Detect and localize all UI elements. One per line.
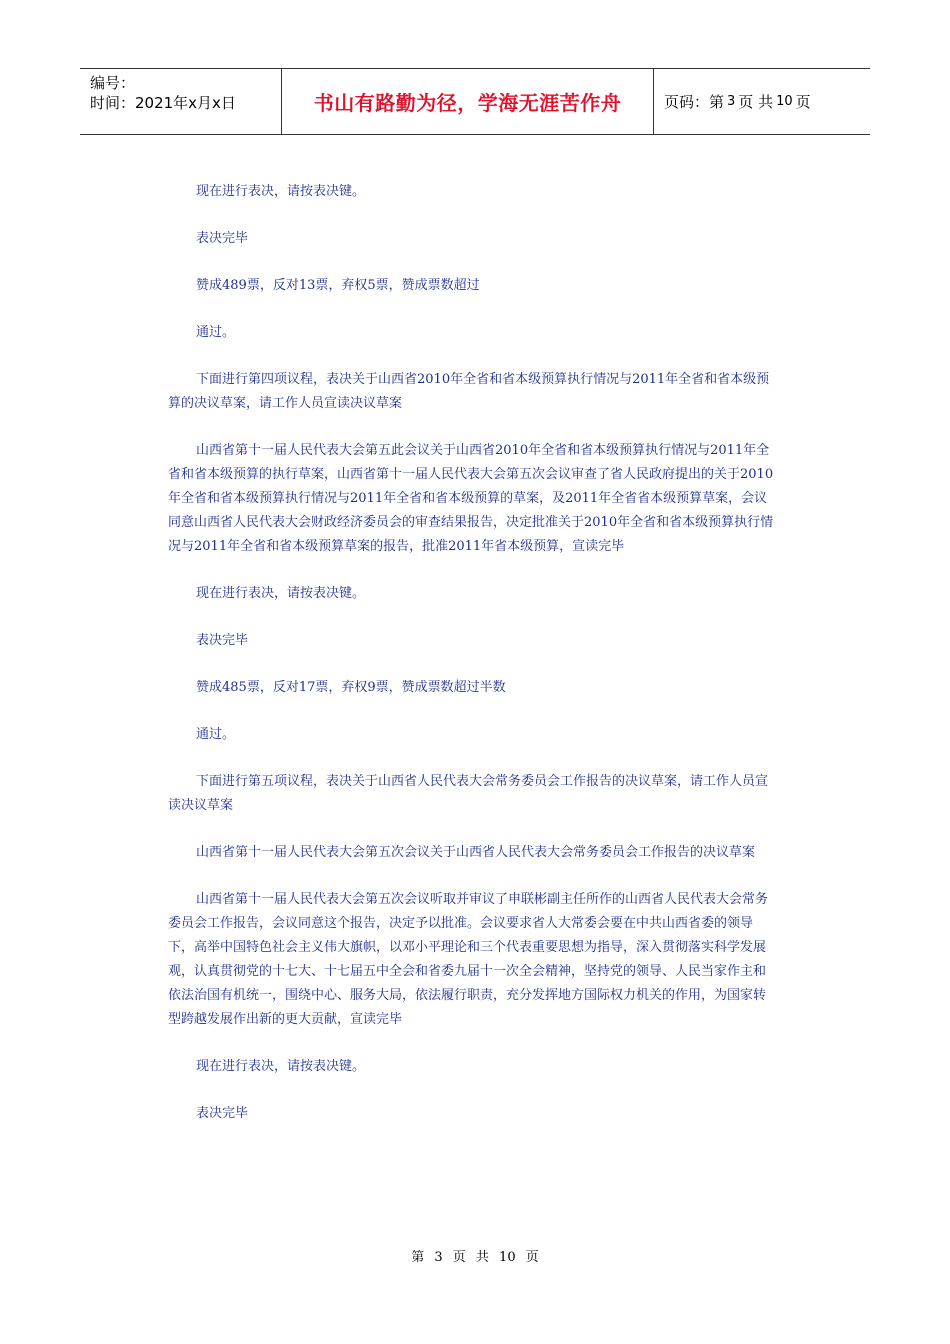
paragraph: 现在进行表决，请按表决键。 [196, 1059, 366, 1074]
page-header [80, 68, 870, 135]
header-page-info [654, 69, 870, 134]
header-date-label: 时间：2021年x月x日 [90, 94, 236, 112]
page-footer: 第 3 页 共 10 页 [411, 1250, 539, 1265]
paragraph: 赞成485票，反对17票，弃权9票，赞成票数超过半数 [196, 680, 506, 695]
header-info-cell [80, 69, 282, 134]
page-current: 3 [727, 94, 736, 109]
paragraph: 下面进行第五项议程，表决关于山西省人民代表大会常务委员会工作报告的决议草案，请工作人员宣读决议草案 [168, 774, 769, 813]
document-body [168, 180, 778, 1149]
page-total: 10 [776, 94, 793, 109]
header-motto: 书山有路勤为径，学海无涯苦作舟 [282, 69, 654, 134]
paragraph: 通过。 [196, 727, 236, 742]
paragraph: 表决完毕 [196, 633, 249, 648]
paragraph: 现在进行表决，请按表决键。 [196, 586, 366, 601]
header-number-label: 编号： [90, 74, 136, 92]
paragraph: 山西省第十一届人民代表大会第五次会议关于山西省人民代表大会常务委员会工作报告的决议草案 [196, 845, 756, 860]
paragraph: 通过。 [196, 325, 236, 340]
paragraph: 赞成489票，反对13票，弃权5票，赞成票数超过 [196, 278, 480, 293]
paragraph: 表决完毕 [196, 1106, 249, 1121]
paragraph: 山西省第十一届人民代表大会第五此会议关于山西省2010年全省和省本级预算执行情况与2011年全省和省本级预算的执行草案，山西省第十一届人民代表大会第五次会议审查了省人民政府提出的关于2010年全省和省本级预算执行情况与2011年全省和省本级预算的草案，及2011年全省省本级预算草案，会议同意山西省人民代表大会财政经济委员会的审查结果报告，决定批准关于2010年全省和省本级预算执行情况与2011年全省和省本级预算草案的报告，批准2011年省本级预算，宣读完毕 [168, 443, 774, 554]
paragraph: 表决完毕 [196, 231, 249, 246]
paragraph: 下面进行第四项议程，表决关于山西省2010年全省和省本级预算执行情况与2011年全省和省本级预算的决议草案，请工作人员宣读决议草案 [168, 372, 770, 411]
page-mid: 页 共 [738, 93, 774, 111]
paragraph: 现在进行表决，请按表决键。 [196, 184, 366, 199]
page-prefix: 页码：第 [664, 93, 725, 111]
page-suffix: 页 [795, 93, 811, 111]
paragraph: 山西省第十一届人民代表大会第五次会议听取并审议了申联彬副主任所作的山西省人民代表大会常务委员会工作报告，会议同意这个报告，决定予以批准。会议要求省人大常委会要在中共山西省委的领导下，高举中国特色社会主义伟大旗帜，以邓小平理论和三个代表重要思想为指导，深入贯彻落实科学发展观，认真贯彻党的十七大、十七届五中全会和省委九届十一次全会精神，坚持党的领导、人民当家作主和依法治国有机统一，围绕中心、服务大局，依法履行职责，充分发挥地方国际权力机关的作用，为国家转型跨越发展作出新的更大贡献，宣读完毕 [168, 892, 769, 1027]
